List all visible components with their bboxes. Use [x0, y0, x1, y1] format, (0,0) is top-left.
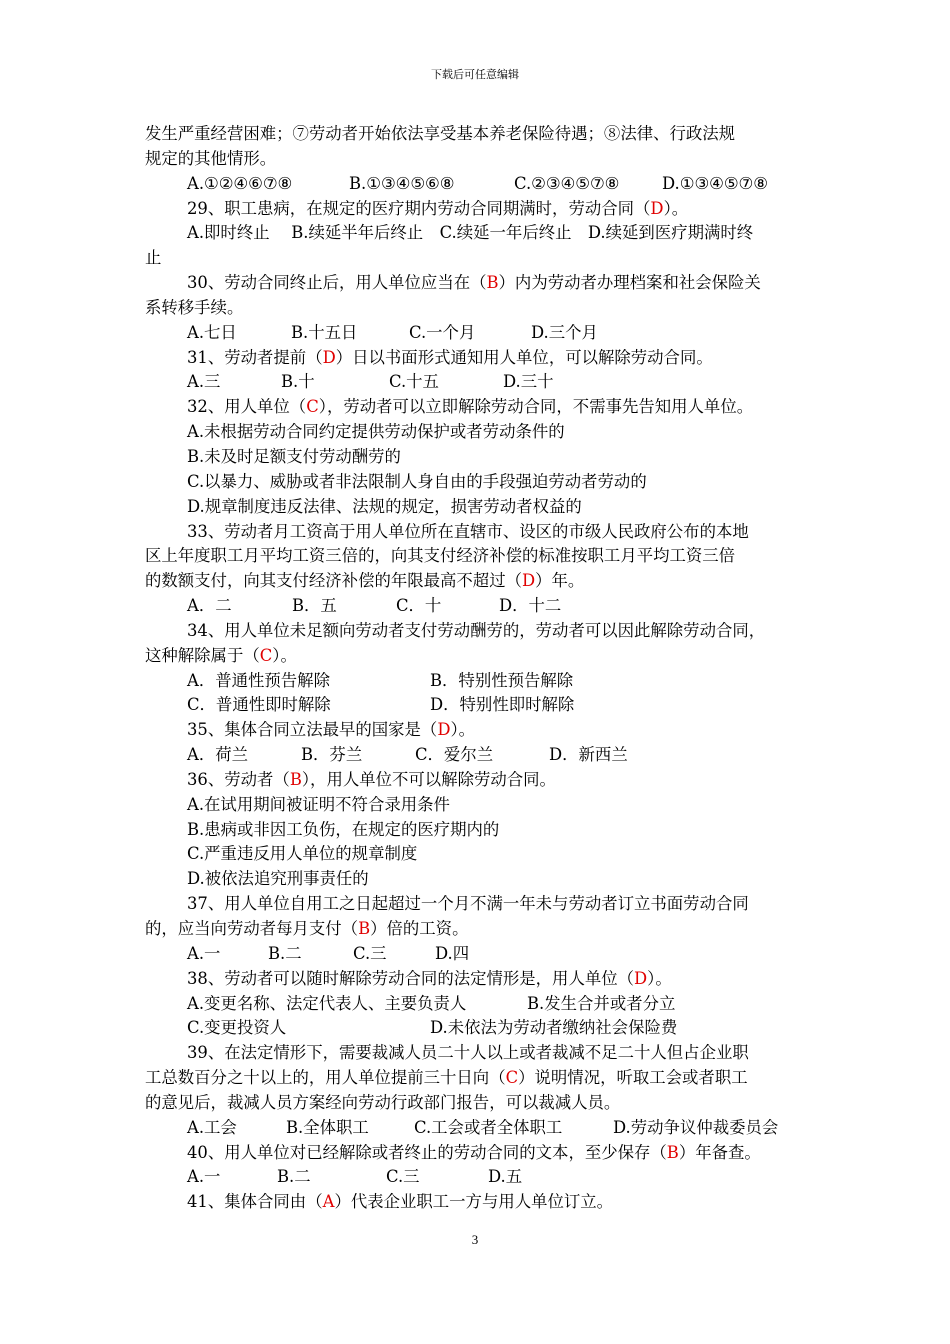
text-line: 发生严重经营困难；⑦劳动者开始依法享受基本养老保险待遇；⑧法律、行政法规 [145, 124, 736, 143]
page-number: 3 [471, 1232, 479, 1247]
options-row [145, 370, 855, 395]
option: D.劳动争议仲裁委员会 [613, 1117, 779, 1137]
option: D．特别性即时解除 [430, 695, 575, 715]
answer: D [521, 571, 536, 591]
option: A.七日 [187, 322, 237, 342]
options-row [145, 942, 855, 967]
option: D.规章制度违反法律、法规的规定，损害劳动者权益的 [187, 496, 582, 516]
answer: D [650, 198, 664, 218]
question-36: 36、劳动者（B），用人单位不可以解除劳动合同。 [187, 769, 556, 789]
option: A．荷兰 [187, 745, 249, 765]
options-row: A.即时终止 B.续延半年后终止 C.续延一年后终止 D.续延到医疗期满时终 [187, 223, 754, 243]
option: A.一 [187, 1167, 221, 1187]
text-line: 系转移手续。 [145, 297, 244, 317]
option: A.未根据劳动合同约定提供劳动保护或者劳动条件的 [187, 422, 565, 442]
option: A.在试用期间被证明不符合录用条件 [187, 794, 450, 814]
answer: C [505, 1068, 519, 1088]
option: B．五 [292, 596, 337, 616]
answer: C [259, 645, 273, 665]
option: B．特别性预告解除 [430, 670, 574, 690]
text-line: 规定的其他情形。 [145, 148, 277, 168]
option: B.①③④⑤⑥⑧ [349, 173, 455, 193]
option: C．普通性即时解除 [187, 695, 331, 715]
option: A.变更名称、法定代表人、主要负责人 [187, 993, 467, 1013]
question-37: 37、用人单位自用工之日起超过一个月不满一年未与劳动者订立书面劳动合同 [187, 894, 749, 914]
answer: D [322, 347, 336, 367]
question-34: 34、用人单位未足额向劳动者支付劳动酬劳的，劳动者可以因此解除劳动合同， [187, 620, 766, 640]
option: C．十 [396, 596, 442, 616]
option: B.未及时足额支付劳动酬劳的 [187, 446, 401, 466]
option: B.二 [277, 1167, 311, 1187]
options-row [145, 1165, 855, 1190]
text-line: 的，应当向劳动者每月支付（B）倍的工资。 [145, 919, 469, 938]
option: B.全体职工 [286, 1117, 369, 1137]
option: C.工会或者全体职工 [414, 1117, 563, 1137]
options-row [145, 1016, 855, 1041]
option: C.三 [386, 1167, 420, 1187]
answer: C [306, 397, 319, 417]
text-line: 区上年度职工月平均工资三倍的，向其支付经济补偿的标准按职工月平均工资三倍 [145, 546, 736, 566]
question-30: 30、劳动合同终止后，用人单位应当在（B）内为劳动者办理档案和社会保险关 [187, 273, 761, 293]
answer: B [289, 769, 302, 789]
page-header: 下载后可任意编辑 [431, 68, 519, 81]
text-line: 这种解除属于（C）。 [145, 645, 297, 665]
option: C.严重违反用人单位的规章制度 [187, 844, 418, 864]
document-body [145, 122, 855, 1215]
options-row [145, 594, 855, 619]
question-31: 31、劳动者提前（D）日以书面形式通知用人单位，可以解除劳动合同。 [187, 347, 713, 367]
answer: B [358, 919, 371, 938]
question-29: 29、职工患病，在规定的医疗期内劳动合同期满时，劳动合同（D）。 [187, 198, 689, 218]
option: B.发生合并或者分立 [527, 993, 676, 1013]
question-40: 40、用人单位对已经解除或者终止的劳动合同的文本，至少保存（B）年备查。 [187, 1142, 761, 1162]
question-33: 33、劳动者月工资高于用人单位所在直辖市、设区的市级人民政府公布的本地 [187, 521, 749, 541]
text-line: 的数额支付，向其支付经济补偿的年限最高不超过（D）年。 [145, 571, 585, 591]
question-32: 32、用人单位（C），劳动者可以立即解除劳动合同，不需事先告知用人单位。 [187, 397, 754, 417]
option: D.被依法追究刑事责任的 [187, 869, 369, 889]
option: B.患病或非因工负伤，在规定的医疗期内的 [187, 819, 500, 839]
options-row [145, 743, 855, 768]
options-row [145, 693, 855, 718]
answer: B [486, 273, 499, 293]
option: B.二 [268, 943, 302, 963]
option: C.三 [353, 943, 387, 963]
option: C.以暴力、威胁或者非法限制人身自由的手段强迫劳动者劳动的 [187, 471, 647, 491]
option: C.变更投资人 [187, 1018, 287, 1038]
option: C.十五 [389, 372, 439, 392]
question-38: 38、劳动者可以随时解除劳动合同的法定情形是，用人单位（D）。 [187, 968, 672, 988]
option: C．爱尔兰 [415, 745, 494, 765]
option: B．芬兰 [301, 745, 363, 765]
option: A.一 [187, 943, 221, 963]
answer: D [437, 720, 451, 740]
question-35: 35、集体合同立法最早的国家是（D）。 [187, 720, 476, 740]
option: B.十 [281, 372, 315, 392]
option: A．普通性预告解除 [187, 670, 330, 690]
answer: D [634, 968, 648, 988]
options-row [145, 321, 855, 346]
option: A.①②④⑥⑦⑧ [187, 173, 293, 193]
option: A.三 [187, 372, 221, 392]
options-row [145, 992, 855, 1017]
option: D.三十 [503, 372, 554, 392]
option: D.四 [435, 943, 470, 963]
option: B.十五日 [291, 322, 358, 342]
option: D.①③④⑤⑦⑧ [662, 173, 768, 193]
question-39: 39、在法定情形下，需要裁减人员二十人以上或者裁减不足二十人但占企业职 [187, 1043, 749, 1063]
options-row [145, 1116, 855, 1141]
option: D．新西兰 [549, 745, 628, 765]
option: D.三个月 [531, 322, 598, 342]
option: D.未依法为劳动者缴纳社会保险费 [430, 1018, 678, 1038]
option: A.工会 [187, 1117, 237, 1137]
text-line: 止 [145, 248, 162, 268]
answer: A [322, 1192, 335, 1212]
option: A．二 [187, 596, 232, 616]
option: C.②③④⑤⑦⑧ [514, 173, 620, 193]
answer: B [666, 1142, 679, 1162]
option: D．十二 [499, 596, 562, 616]
text-line: 工总数百分之十以上的，用人单位提前三十日向（C）说明情况，听取工会或者职工 [145, 1068, 748, 1088]
option: D.五 [488, 1167, 523, 1187]
option: C.一个月 [409, 322, 476, 342]
question-41: 41、集体合同由（A）代表企业职工一方与用人单位订立。 [187, 1192, 614, 1212]
text-line: 的意见后，裁减人员方案经向劳动行政部门报告，可以裁减人员。 [145, 1092, 621, 1112]
options-row [145, 669, 855, 694]
options-row [145, 172, 855, 197]
